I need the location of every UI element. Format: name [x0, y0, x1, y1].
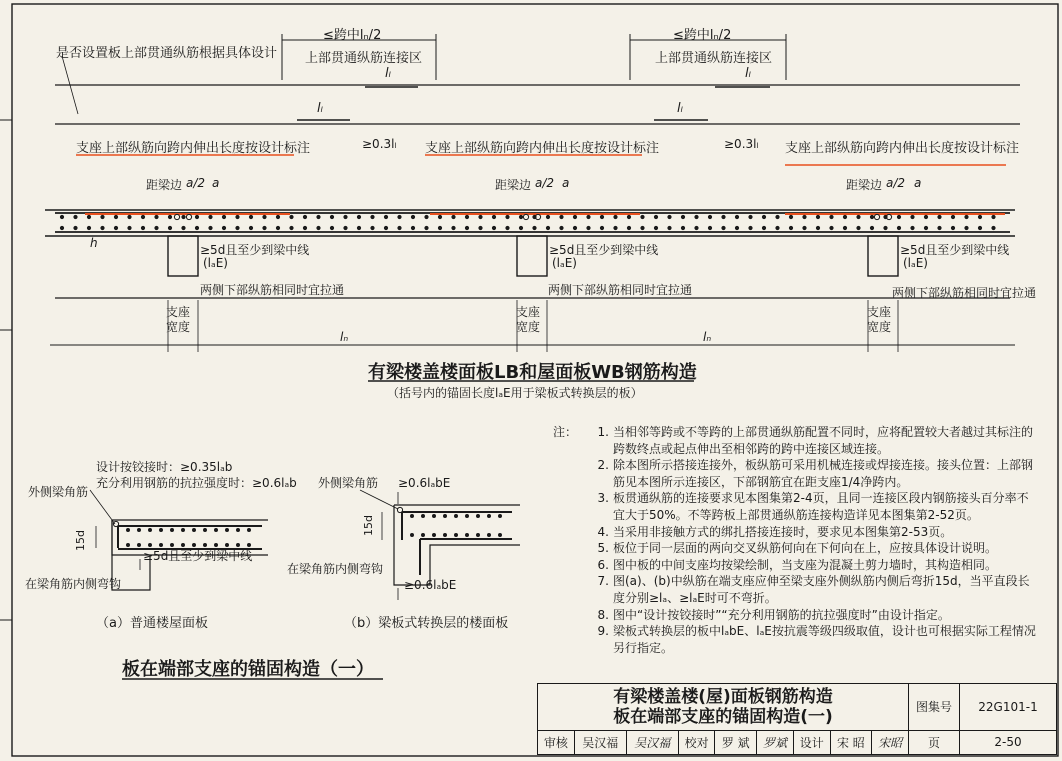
rebar-dot — [499, 534, 502, 537]
rebar-dot — [573, 226, 576, 229]
rebar-dot — [803, 226, 806, 229]
rebar-dot — [708, 226, 711, 229]
rebar-dot — [465, 215, 468, 218]
rebar-dot — [127, 529, 130, 532]
rebar-dot — [466, 515, 469, 518]
min-extension-1: ≥0.3lₗ — [362, 137, 397, 151]
rebar-dot — [149, 529, 152, 532]
rebar-dot — [438, 226, 441, 229]
rebar-dot — [951, 215, 954, 218]
title-block — [537, 683, 1057, 755]
bottom-anchorage-2: ≥5d且至少到梁中线 — [549, 243, 659, 257]
rebar-dot — [722, 226, 725, 229]
rebar-dot — [843, 215, 846, 218]
extension-note-1: 支座上部纵筋向跨内伸出长度按设计标注 — [76, 141, 311, 156]
rebar-dot — [506, 215, 509, 218]
rebar-dot — [965, 226, 968, 229]
note-text: 图中“设计按铰接时”“充分利用钢筋的抗拉强度时”由设计指定。 — [613, 607, 950, 622]
rebar-dot — [708, 215, 711, 218]
rebar-dot — [600, 226, 603, 229]
design-label: 设计 — [793, 730, 830, 754]
rebar-dot — [195, 215, 198, 218]
note-number: 9. — [597, 624, 609, 639]
rebar-dot — [330, 226, 333, 229]
rebar-dot — [965, 215, 968, 218]
rebar-dot — [411, 226, 414, 229]
rebar-dot — [222, 215, 225, 218]
rebar-dot — [398, 215, 401, 218]
rebar-dot — [488, 515, 491, 518]
bottom-continuous-3: 两侧下部纵筋相同时宜拉通 — [892, 286, 1037, 300]
rebar-dot — [492, 226, 495, 229]
rebar-dot — [276, 226, 279, 229]
rebar-dot — [127, 544, 130, 547]
note-item — [553, 573, 1038, 606]
designer-name: 宋 昭 — [830, 730, 872, 754]
rebar-dot — [992, 215, 995, 218]
note-text: 梁板式转换层的板中lₐbE、lₐE按抗震等级四级取值，设计也可根据实际工程情况另行指定。 — [613, 624, 1036, 655]
bottom-continuous-2: 两侧下部纵筋相同时宜拉通 — [548, 283, 693, 297]
rebar-dot — [499, 515, 502, 518]
notes-lead — [553, 573, 581, 606]
note-text: 板位于同一层面的两向交叉纵筋何向在下何向在上，应按具体设计说明。 — [613, 541, 998, 556]
rebar-dot — [884, 226, 887, 229]
rebar-dot — [384, 226, 387, 229]
detail-b-caption: （b）梁板式转换层的楼面板 — [344, 616, 509, 631]
rebar-dot — [762, 226, 765, 229]
extension-note-2: 支座上部纵筋向跨内伸出长度按设计标注 — [425, 141, 660, 156]
rebar-dot — [237, 529, 240, 532]
rebar-dot — [654, 226, 657, 229]
rebar-dot — [249, 215, 252, 218]
note-text: 板贯通纵筋的连接要求见本图集第2-4页，且同一连接区段内钢筋接头百分率不宜大于50%。不等跨板上部贯通纵筋连接构造详见本图集第2-52页。 — [613, 491, 1029, 522]
rebar-dot — [222, 226, 225, 229]
rebar-dot — [789, 215, 792, 218]
detail-a-hook-length: 15d — [74, 530, 87, 551]
rebar-dot — [433, 534, 436, 537]
rebar-dot — [587, 215, 590, 218]
rebar-dot — [776, 226, 779, 229]
rebar-dot — [523, 214, 528, 219]
rebar-dot — [444, 534, 447, 537]
rebar-dot — [641, 215, 644, 218]
rebar-dot — [816, 215, 819, 218]
bottom-anchorage-1: ≥5d且至少到梁中线 — [200, 243, 310, 257]
rebar-dot — [874, 214, 879, 219]
rebar-dot — [263, 226, 266, 229]
rebar-dot — [455, 515, 458, 518]
clear-span-1: lₙ — [340, 330, 349, 344]
notes-lead: 注： — [553, 425, 578, 439]
rebar-dot — [911, 226, 914, 229]
rebar-dot — [506, 226, 509, 229]
rebar-dot — [226, 529, 229, 532]
rebar-dot — [371, 226, 374, 229]
rebar-dot — [87, 226, 90, 229]
detail-a-bottom-anchorage: ≥5d且至少到梁中线 — [143, 549, 253, 563]
rebar-dot — [695, 226, 698, 229]
rebar-dot — [397, 507, 402, 512]
rebar-dot — [466, 534, 469, 537]
rebar-dot — [455, 534, 458, 537]
rebar-dot — [749, 226, 752, 229]
note-item — [553, 457, 1038, 490]
rebar-dot — [344, 226, 347, 229]
rebar-dot — [519, 226, 522, 229]
rebar-dot — [830, 226, 833, 229]
support-width-2: 支座 宽度 — [516, 305, 541, 334]
rebar-dot — [560, 215, 563, 218]
rebar-dot — [843, 226, 846, 229]
rebar-dot — [248, 529, 251, 532]
designer-signature: 宋昭 — [872, 730, 909, 754]
rebar-dot — [422, 534, 425, 537]
note-text: 当相邻等跨或不等跨的上部贯通纵筋配置不同时，应将配置较大者越过其标注的跨数终点或起点伸出至相邻跨的跨中连接区域连接。 — [613, 425, 1034, 456]
notes-lead — [553, 490, 581, 523]
rebar-dot — [74, 215, 77, 218]
rebar-dot — [452, 226, 455, 229]
rebar-dot — [857, 226, 860, 229]
rebar-dot — [722, 215, 725, 218]
main-title: 有梁楼盖楼面板LB和屋面板WB钢筋构造 — [368, 362, 697, 383]
beam-edge-label-3: 距梁边 — [846, 178, 883, 192]
half-spacing-3: a/2 — [886, 176, 906, 190]
rebar-dot — [695, 215, 698, 218]
clear-span-2: lₙ — [703, 330, 712, 344]
rebar-dot — [587, 226, 590, 229]
page-number: 2-50 — [960, 730, 1057, 754]
notes-block — [553, 424, 1038, 656]
rebar-dot — [236, 215, 239, 218]
rebar-dot — [215, 529, 218, 532]
lap-length-label-4: lₗ — [677, 101, 683, 116]
splice-zone-label-1: 上部贯通纵筋连接区 — [305, 51, 423, 66]
rebar-dot — [141, 226, 144, 229]
rebar-dot — [303, 215, 306, 218]
rebar-dot — [681, 226, 684, 229]
rebar-dot — [546, 215, 549, 218]
rebar-dot — [897, 215, 900, 218]
bottom-anchorage-alt-2: (lₐE) — [552, 256, 577, 270]
rebar-dot — [249, 226, 252, 229]
rebar-dot — [317, 226, 320, 229]
support-width-3: 支座 宽度 — [867, 305, 892, 334]
rebar-dot — [276, 215, 279, 218]
rebar-dot — [614, 215, 617, 218]
rebar-dot — [303, 226, 306, 229]
rebar-dot — [330, 215, 333, 218]
detail-a-inner-hook: 在梁角筋内侧弯钩 — [25, 577, 122, 591]
notes-lead — [553, 540, 581, 557]
detail-b-bottom-anchorage: ≥0.6lₐbE — [404, 578, 457, 592]
rebar-dot — [128, 226, 131, 229]
rebar-dot — [488, 534, 491, 537]
second-title: 板在端部支座的锚固构造（一） — [122, 659, 374, 680]
rebar-dot — [573, 215, 576, 218]
top-bar-note: 是否设置板上部贯通纵筋根据具体设计 — [56, 46, 278, 61]
note-number: 3. — [597, 491, 609, 506]
note-item — [553, 623, 1038, 656]
notes-lead — [553, 524, 581, 541]
rebar-dot — [168, 226, 171, 229]
rebar-dot — [654, 215, 657, 218]
rebar-dot — [87, 215, 90, 218]
rebar-dot — [560, 226, 563, 229]
rebar-dot — [600, 215, 603, 218]
spacing-1: a — [212, 176, 220, 190]
rebar-dot — [209, 215, 212, 218]
rebar-dot — [193, 529, 196, 532]
rebar-dot — [938, 226, 941, 229]
rebar-dot — [411, 215, 414, 218]
rebar-dot — [290, 215, 293, 218]
rebar-dot — [425, 226, 428, 229]
rebar-dot — [114, 215, 117, 218]
rebar-dot — [236, 226, 239, 229]
rebar-dot — [938, 215, 941, 218]
detail-b-inner-hook: 在梁角筋内侧弯钩 — [287, 562, 384, 576]
bottom-anchorage-alt-1: (lₐE) — [203, 256, 228, 270]
notes-lead — [553, 607, 581, 624]
rebar-dot — [171, 529, 174, 532]
rebar-dot — [816, 226, 819, 229]
support-width-1: 支座 宽度 — [166, 305, 191, 334]
rebar-dot — [641, 226, 644, 229]
detail-a-outer-bar: 外侧梁角筋 — [28, 485, 89, 499]
rebar-dot — [465, 226, 468, 229]
rebar-dot — [870, 226, 873, 229]
detail-b-outer-bar: 外侧梁角筋 — [318, 476, 379, 490]
rebar-dot — [546, 226, 549, 229]
rebar-dot — [830, 215, 833, 218]
check-label: 校对 — [678, 730, 715, 754]
title-block-line1: 有梁楼盖楼(屋)面板钢筋构造 — [613, 686, 833, 707]
rebar-dot — [74, 226, 77, 229]
midspan-label-2: ≤跨中lₙ/2 — [673, 28, 732, 43]
bottom-anchorage-3: ≥5d且至少到梁中线 — [900, 243, 1010, 257]
rebar-dot — [425, 215, 428, 218]
rebar-dot — [60, 215, 63, 218]
rebar-dot — [113, 521, 118, 526]
rebar-dot — [477, 515, 480, 518]
half-spacing-1: a/2 — [186, 176, 206, 190]
rebar-dot — [668, 215, 671, 218]
rebar-dot — [438, 215, 441, 218]
beam-edge-label-2: 距梁边 — [495, 178, 532, 192]
rebar-dot — [857, 215, 860, 218]
rebar-dot — [138, 544, 141, 547]
rebar-dot — [433, 515, 436, 518]
bottom-anchorage-alt-3: (lₐE) — [903, 256, 928, 270]
rebar-dot — [992, 226, 995, 229]
detail-a-caption: （a）普通楼屋面板 — [96, 616, 208, 631]
checker-name: 罗 斌 — [715, 730, 757, 754]
rebar-dot — [479, 215, 482, 218]
rebar-dot — [168, 215, 171, 218]
detail-b-top-anchorage: ≥0.6lₐbE — [398, 476, 451, 490]
note-number: 2. — [597, 458, 609, 473]
notes-lead — [553, 623, 581, 656]
rebar-dot — [411, 515, 414, 518]
rebar-dot — [290, 226, 293, 229]
half-spacing-2: a/2 — [535, 176, 555, 190]
min-extension-2: ≥0.3lₗ — [724, 137, 759, 151]
note-number: 1. — [597, 425, 609, 439]
note-number: 4. — [597, 524, 609, 539]
rebar-dot — [182, 215, 185, 218]
rebar-dot — [614, 226, 617, 229]
note-item — [553, 540, 1038, 557]
rebar-dot — [209, 226, 212, 229]
note-item — [553, 557, 1038, 574]
rebar-dot — [951, 226, 954, 229]
rebar-dot — [384, 215, 387, 218]
rebar-dot — [978, 215, 981, 218]
rebar-dot — [155, 226, 158, 229]
rebar-dot — [357, 215, 360, 218]
rebar-dot — [897, 226, 900, 229]
reviewer-signature: 吴汉福 — [626, 730, 678, 754]
rebar-dot — [263, 215, 266, 218]
rebar-dot — [870, 215, 873, 218]
rebar-dot — [422, 515, 425, 518]
rebar-dot — [924, 215, 927, 218]
rebar-dot — [128, 215, 131, 218]
note-number: 7. — [597, 574, 609, 589]
reviewer-name: 吴汉福 — [574, 730, 626, 754]
rebar-dot — [452, 215, 455, 218]
rebar-dot — [978, 226, 981, 229]
note-item — [553, 424, 1038, 457]
rebar-dot — [398, 226, 401, 229]
rebar-dot — [344, 215, 347, 218]
note-text: 图中板的中间支座均按梁绘制，当支座为混凝土剪力墙时，其构造相同。 — [613, 557, 998, 572]
spacing-3: a — [914, 176, 922, 190]
midspan-label-1: ≤跨中lₙ/2 — [323, 28, 382, 43]
rebar-dot — [762, 215, 765, 218]
review-label: 审核 — [538, 730, 575, 754]
note-number: 6. — [597, 557, 609, 572]
rebar-dot — [160, 529, 163, 532]
rebar-dot — [411, 534, 414, 537]
lap-length-label-1: lₗ — [385, 66, 391, 81]
note-text: 除本图所示搭接连接外，板纵筋可采用机械连接或焊接连接。接头位置：上部钢筋见本图所示连接区，下部钢筋宜在距支座1/4净跨内。 — [613, 458, 1034, 489]
rebar-dot — [101, 215, 104, 218]
rebar-dot — [182, 226, 185, 229]
rebar-dot — [735, 226, 738, 229]
slab-thickness-label: h — [90, 236, 98, 250]
splice-zone-label-2: 上部贯通纵筋连接区 — [655, 51, 773, 66]
rebar-dot — [195, 226, 198, 229]
rebar-dot — [155, 215, 158, 218]
note-number: 5. — [597, 541, 609, 556]
detail-a-full-strength: 充分利用钢筋的抗拉强度时：≥0.6lₐb — [96, 476, 297, 490]
note-item — [553, 607, 1038, 624]
note-number: 8. — [597, 607, 609, 622]
note-text: 当采用非接触方式的绑扎搭接连接时，要求见本图集第2-53页。 — [613, 524, 953, 539]
note-item — [553, 524, 1038, 541]
title-block-title — [538, 684, 909, 731]
rebar-dot — [101, 226, 104, 229]
rebar-dot — [776, 215, 779, 218]
rebar-dot — [519, 215, 522, 218]
atlas-number: 22G101-1 — [960, 684, 1057, 731]
rebar-dot — [138, 529, 141, 532]
rebar-dot — [668, 226, 671, 229]
rebar-dot — [174, 214, 179, 219]
lap-length-label-2: lₗ — [745, 66, 751, 81]
rebar-dot — [627, 215, 630, 218]
bottom-continuous-1: 两侧下部纵筋相同时宜拉通 — [200, 283, 345, 297]
detail-a-hinge: 设计按铰接时：≥0.35lₐb — [96, 460, 233, 474]
main-title-subnote: （括号内的锚固长度lₐE用于梁板式转换层的板） — [387, 386, 643, 400]
rebar-dot — [60, 226, 63, 229]
rebar-dot — [114, 226, 117, 229]
rebar-dot — [911, 215, 914, 218]
page-label: 页 — [909, 730, 960, 754]
atlas-label: 图集号 — [909, 684, 960, 731]
rebar-dot — [479, 226, 482, 229]
rebar-dot — [317, 215, 320, 218]
rebar-dot — [789, 226, 792, 229]
rebar-dot — [204, 529, 207, 532]
rebar-dot — [186, 214, 191, 219]
rebar-dot — [803, 215, 806, 218]
rebar-dot — [477, 534, 480, 537]
notes-lead — [553, 557, 581, 574]
beam-edge-label-1: 距梁边 — [146, 178, 183, 192]
rebar-dot — [533, 226, 536, 229]
checker-signature: 罗斌 — [757, 730, 794, 754]
rebar-dot — [371, 215, 374, 218]
rebar-dot — [357, 226, 360, 229]
note-text: 图(a)、(b)中纵筋在端支座应伸至梁支座外侧纵筋内侧后弯折15d，当平直段长度分别≥lₐ、≥lₐE时可不弯折。 — [613, 574, 1030, 605]
notes-lead — [553, 457, 581, 490]
rebar-dot — [444, 515, 447, 518]
rebar-dot — [749, 215, 752, 218]
rebar-dot — [735, 215, 738, 218]
rebar-dot — [141, 215, 144, 218]
spacing-2: a — [562, 176, 570, 190]
rebar-dot — [924, 226, 927, 229]
lap-length-label-3: lₗ — [317, 101, 323, 116]
rebar-dot — [182, 529, 185, 532]
rebar-dot — [627, 226, 630, 229]
rebar-dot — [681, 215, 684, 218]
extension-note-3: 支座上部纵筋向跨内伸出长度按设计标注 — [785, 141, 1020, 156]
title-block-line2: 板在端部支座的锚固构造(一) — [613, 706, 833, 727]
detail-b-hook-length: 15d — [362, 515, 375, 536]
note-item — [553, 490, 1038, 523]
rebar-dot — [492, 215, 495, 218]
